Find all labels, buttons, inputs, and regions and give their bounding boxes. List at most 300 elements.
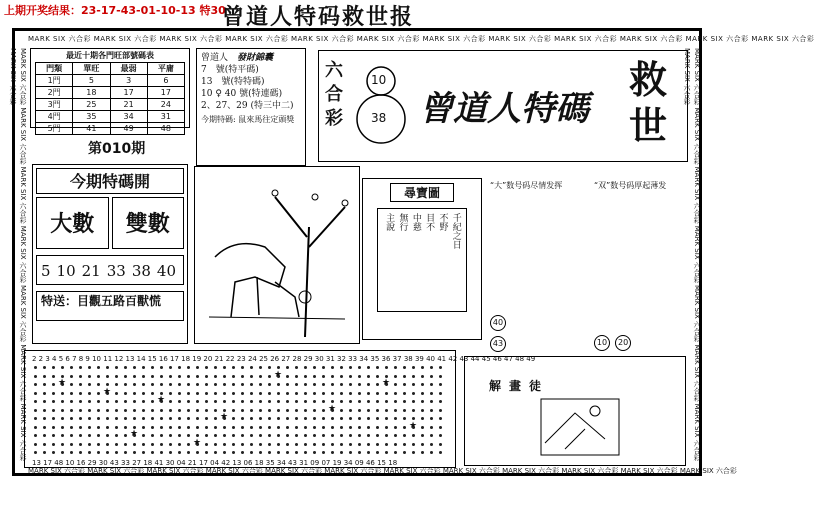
solve-box [464, 356, 686, 466]
grid-dot [259, 383, 262, 386]
grid-dot [61, 417, 64, 420]
grid-dot [286, 366, 289, 369]
grid-dot [187, 400, 190, 403]
grid-dot [394, 392, 397, 395]
grid-dot [277, 400, 280, 403]
grid-bottom-numbers: 13 17 48 10 16 29 30 43 33 27 18 41 30 04 21 17 04 42 13 06 18 35 34 43 31 09 07 19 34 09 46 15 18 [32, 459, 398, 467]
zodiac-cell: 48 [147, 123, 184, 135]
grid-dot [439, 375, 442, 378]
grid-dot [142, 392, 145, 395]
grid-dot [430, 375, 433, 378]
grid-dot [259, 400, 262, 403]
big-circle: 43 [490, 336, 506, 352]
grid-dot [403, 451, 406, 454]
grid-dot [133, 383, 136, 386]
grid-dot [214, 392, 217, 395]
grid-dot [52, 409, 55, 412]
zodiac-cell: 25 [73, 99, 110, 111]
grid-dot [367, 366, 370, 369]
grid-dot [367, 426, 370, 429]
grid-dot [115, 443, 118, 446]
grid-dot [241, 383, 244, 386]
poem-line: 主說 [384, 213, 395, 231]
grid-dot [223, 426, 226, 429]
grid-top-numbers: 2 2 3 4 5 6 7 8 9 10 11 12 13 14 15 16 17 18 19 20 21 22 23 24 25 26 27 28 29 30 31 32 33 34 35 36 37 38 39 40 41 42 43 44 45 46 47 48 49 [32, 355, 536, 363]
grid-dot [358, 451, 361, 454]
grid-dot [70, 426, 73, 429]
zodiac-cell: 6 [147, 75, 184, 87]
grid-dot [61, 443, 64, 446]
grid-dot [268, 409, 271, 412]
grid-dot [358, 409, 361, 412]
double-number-column [594, 180, 688, 350]
grid-dot [97, 392, 100, 395]
grid-dot [133, 417, 136, 420]
grid-dot [214, 400, 217, 403]
last-result: 上期开奖结果：23-17-43-01-10-13 特30 [4, 4, 226, 17]
grid-dot [412, 434, 415, 437]
grid-dot [421, 400, 424, 403]
grid-dot [322, 426, 325, 429]
grid-dot [439, 409, 442, 412]
grid-dot [232, 451, 235, 454]
grid-dot [187, 383, 190, 386]
grid-dot [349, 383, 352, 386]
grid-dot [34, 392, 37, 395]
grid-dot [196, 417, 199, 420]
poem-line: 無行 [397, 213, 408, 231]
grid-dot [223, 443, 226, 446]
grid-dot [313, 409, 316, 412]
zodiac-cell: 4門 [36, 111, 73, 123]
grid-dot [340, 451, 343, 454]
grid-dot [214, 426, 217, 429]
grid-dot [70, 375, 73, 378]
grid-dot [439, 426, 442, 429]
grid-dot [196, 366, 199, 369]
grid-dot [223, 366, 226, 369]
grid-dot [223, 400, 226, 403]
grid-dot [34, 426, 37, 429]
grid-dot [322, 434, 325, 437]
grid-dot [196, 400, 199, 403]
grid-dot [277, 434, 280, 437]
grid-dot [304, 426, 307, 429]
horse-tree-illustration [195, 167, 357, 341]
grid-dot [214, 451, 217, 454]
grid-dot [187, 417, 190, 420]
grid-dot [151, 426, 154, 429]
grid-dot [214, 375, 217, 378]
grid-dot [295, 366, 298, 369]
grid-dot [61, 400, 64, 403]
grid-dot [97, 451, 100, 454]
grid-dot [169, 443, 172, 446]
grid-dot [385, 443, 388, 446]
grid-dot [97, 434, 100, 437]
grid-dot [340, 426, 343, 429]
poem-line: 中慈 [410, 213, 421, 231]
grid-dot [232, 366, 235, 369]
grid-dot [169, 417, 172, 420]
grid-dot [205, 400, 208, 403]
grid-dot [340, 417, 343, 420]
grid-dot [97, 443, 100, 446]
tips-special: 今期特碼: 鼠來馬往定頭獎 [201, 115, 295, 124]
grid-dot [358, 426, 361, 429]
grid-dot [34, 434, 37, 437]
grid-dot [79, 366, 82, 369]
grid-dot [376, 375, 379, 378]
grid-dot [376, 366, 379, 369]
grid-dot [160, 451, 163, 454]
grid-dot [358, 443, 361, 446]
grid-dot [367, 400, 370, 403]
grid-dot [403, 417, 406, 420]
grid-dot [322, 375, 325, 378]
grid-dot [160, 443, 163, 446]
grid-dot [385, 451, 388, 454]
grid-dot [268, 443, 271, 446]
grid-dot [88, 400, 91, 403]
tips-line-1: 7 號(特平碼) [201, 65, 259, 75]
grid-dot [214, 409, 217, 412]
grid-dot [34, 451, 37, 454]
grid-dot [241, 451, 244, 454]
grid-dot [331, 375, 334, 378]
grid-dot [178, 426, 181, 429]
grid-dot [61, 366, 64, 369]
grid-dot [412, 375, 415, 378]
grid-dot [322, 400, 325, 403]
grid-dot [331, 400, 334, 403]
grid-dot [205, 366, 208, 369]
tips-line-4: 2、27、29 (特三中二) [201, 101, 294, 111]
grid-dot [151, 400, 154, 403]
grid-dot [349, 400, 352, 403]
grid-dot [187, 366, 190, 369]
grid-dot [70, 400, 73, 403]
grid-dot [259, 392, 262, 395]
grid-dot [97, 383, 100, 386]
tips-author: 曾道人 [201, 53, 229, 63]
grid-dot [241, 400, 244, 403]
grid-dot [88, 426, 91, 429]
grid-dot [304, 409, 307, 412]
grid-dot [421, 392, 424, 395]
grid-dot [115, 392, 118, 395]
grid-dot [385, 392, 388, 395]
grid-dot [376, 443, 379, 446]
grid-dot [61, 392, 64, 395]
grid-dot [286, 400, 289, 403]
grid-dot [394, 366, 397, 369]
grid-dot [421, 451, 424, 454]
grid-dot [241, 392, 244, 395]
grid-dot [394, 409, 397, 412]
special-send: 特送：目觀五路百獸慌 [36, 291, 184, 321]
grid-dot [331, 383, 334, 386]
grid-dot [52, 366, 55, 369]
grid-dot [124, 451, 127, 454]
grid-dot [403, 400, 406, 403]
grid-dot [214, 366, 217, 369]
zodiac-row [36, 87, 185, 99]
grid-dot [34, 443, 37, 446]
grid-dot [34, 400, 37, 403]
grid-dot [331, 426, 334, 429]
grid-dot [133, 409, 136, 412]
special-number: 40 [156, 262, 177, 280]
grid-dot [403, 409, 406, 412]
grid-dot [106, 451, 109, 454]
grid-dot [358, 366, 361, 369]
grid-dot [277, 443, 280, 446]
grid-dot [313, 443, 316, 446]
grid-dot [205, 434, 208, 437]
grid-dot [331, 451, 334, 454]
grid-dot [250, 434, 253, 437]
grid-dot [232, 426, 235, 429]
grid-dot [403, 434, 406, 437]
grid-dot [322, 392, 325, 395]
grid-dot [376, 392, 379, 395]
grid-dot [250, 451, 253, 454]
grid-dot [295, 426, 298, 429]
grid-dot [439, 443, 442, 446]
grid-dot [286, 409, 289, 412]
grid-dot [196, 451, 199, 454]
grid-dot [439, 366, 442, 369]
grid-dot [268, 426, 271, 429]
grid-dot [277, 417, 280, 420]
grid-dot [376, 409, 379, 412]
grid-dot [205, 375, 208, 378]
grid-dot [340, 375, 343, 378]
grid-dot [385, 400, 388, 403]
grid-dot [385, 409, 388, 412]
grid-dot [142, 383, 145, 386]
grid-dot [151, 375, 154, 378]
grid-dot [286, 434, 289, 437]
grid-dot [268, 400, 271, 403]
grid-dot [178, 417, 181, 420]
grid-dot [223, 451, 226, 454]
grid-dot [268, 417, 271, 420]
grid-dot [421, 375, 424, 378]
grid-dot [124, 375, 127, 378]
grid-star-icon: ★ [409, 420, 418, 431]
grid-dot [88, 451, 91, 454]
grid-dot [349, 434, 352, 437]
grid-dot [421, 434, 424, 437]
grid-dot [223, 392, 226, 395]
grid-dot [304, 383, 307, 386]
zodiac-cell: 17 [110, 87, 147, 99]
grid-dot [376, 383, 379, 386]
grid-dot [349, 426, 352, 429]
grid-dot [70, 366, 73, 369]
strip-top: MARK SIX 六合彩 MARK SIX 六合彩 MARK SIX 六合彩 MARK SIX 六合彩 MARK SIX 六合彩 MARK SIX 六合彩 MARK SIX 六合彩 MARK SIX 六合彩 MARK SIX 六合彩 MARK SIX 六合彩 MARK SIX 六合彩 MARK SIX 六合彩 [28, 35, 814, 43]
grid-dot [241, 443, 244, 446]
grid-dot [313, 434, 316, 437]
grid-dot [187, 409, 190, 412]
grid-dot [241, 409, 244, 412]
grid-dot [286, 392, 289, 395]
grid-dot [295, 434, 298, 437]
tips-line-2: 13 號(特特碼) [201, 77, 265, 87]
grid-dot [196, 434, 199, 437]
grid-dot [169, 451, 172, 454]
solve-illustration [535, 393, 625, 461]
grid-dot [106, 409, 109, 412]
grid-dot [268, 375, 271, 378]
grid-dot [358, 434, 361, 437]
grid-dot [79, 400, 82, 403]
grid-dot [223, 375, 226, 378]
grid-dot [250, 392, 253, 395]
grid-dot [439, 417, 442, 420]
zodiac-row [36, 75, 185, 87]
grid-dot [358, 392, 361, 395]
grid-dot [268, 392, 271, 395]
grid-dot [88, 409, 91, 412]
zodiac-cell: 2門 [36, 87, 73, 99]
zodiac-cell: 3門 [36, 99, 73, 111]
big-number-title: “大”数号码尽情发挥 [490, 181, 563, 190]
grid-dot [43, 417, 46, 420]
grid-dot [88, 434, 91, 437]
grid-dot [34, 366, 37, 369]
grid-dot [106, 426, 109, 429]
grid-dot [124, 426, 127, 429]
grid-dot [115, 426, 118, 429]
grid-dot [106, 383, 109, 386]
grid-dot [367, 443, 370, 446]
grid-dot [124, 392, 127, 395]
poem-line: 目不 [424, 213, 435, 231]
grid-dot [106, 417, 109, 420]
grid-dot [286, 451, 289, 454]
grid-dot [295, 383, 298, 386]
grid-dot [178, 451, 181, 454]
grid-dot [133, 443, 136, 446]
grid-dot [205, 383, 208, 386]
main-title: 曾道人特码救世报 [222, 4, 415, 30]
grid-dot [133, 400, 136, 403]
grid-dot [142, 434, 145, 437]
zodiac-cell: 18 [73, 87, 110, 99]
grid-dot [133, 375, 136, 378]
zodiac-header: 單旺 [73, 63, 110, 75]
grid-dot [259, 451, 262, 454]
grid-dot [367, 434, 370, 437]
grid-dot [268, 434, 271, 437]
grid-dot [403, 383, 406, 386]
double-circle: 20 [615, 335, 631, 351]
grid-dot [88, 392, 91, 395]
grid-dot [430, 409, 433, 412]
grid-dot [340, 366, 343, 369]
special-number: 38 [131, 262, 151, 280]
grid-dot [115, 434, 118, 437]
grid-dot [178, 400, 181, 403]
grid-dot [124, 383, 127, 386]
grid-dot [322, 383, 325, 386]
grid-dot [142, 417, 145, 420]
grid-dot [187, 451, 190, 454]
grid-dot [322, 417, 325, 420]
grid-dot [259, 375, 262, 378]
grid-dot [61, 434, 64, 437]
grid-dot [70, 392, 73, 395]
grid-dot [322, 366, 325, 369]
grid-dot [232, 392, 235, 395]
grid-dot [115, 417, 118, 420]
grid-dot [223, 434, 226, 437]
grid-dot [412, 409, 415, 412]
grid-dot [331, 366, 334, 369]
grid-dot [34, 383, 37, 386]
grid-dot [106, 434, 109, 437]
grid-dot [232, 434, 235, 437]
zodiac-cell: 1門 [36, 75, 73, 87]
grid-dot [313, 383, 316, 386]
zodiac-cell: 31 [147, 111, 184, 123]
grid-dot [286, 426, 289, 429]
grid-dot [367, 375, 370, 378]
grid-dot [259, 409, 262, 412]
grid-dot [394, 375, 397, 378]
grid-dot [304, 375, 307, 378]
zodiac-title: 最近十期各門旺部號碼表 [66, 51, 154, 60]
grid-dot [142, 375, 145, 378]
grid-dot [232, 417, 235, 420]
grid-dot [286, 443, 289, 446]
zodiac-cell: 3 [110, 75, 147, 87]
grid-dot [43, 400, 46, 403]
grid-dot [142, 400, 145, 403]
grid-dot [97, 375, 100, 378]
grid-star-icon: ★ [193, 437, 202, 448]
grid-dot [205, 409, 208, 412]
grid-dot [412, 451, 415, 454]
grid-dot [277, 366, 280, 369]
grid-dot [160, 375, 163, 378]
tips-heading: 發財錦囊 [237, 53, 274, 63]
grid-dot [394, 451, 397, 454]
grid-dot [349, 392, 352, 395]
grid-dot [331, 417, 334, 420]
grid-dot [97, 400, 100, 403]
grid-dot [304, 417, 307, 420]
grid-dot [43, 392, 46, 395]
grid-dot [43, 443, 46, 446]
grid-dot [151, 383, 154, 386]
grid-dot [430, 426, 433, 429]
grid-dot [124, 409, 127, 412]
grid-dot [385, 434, 388, 437]
banner-title: 曾道人特碼 [419, 89, 589, 129]
grid-dot [376, 426, 379, 429]
grid-dot [241, 434, 244, 437]
grid-dot [295, 409, 298, 412]
grid-dot [394, 383, 397, 386]
grid-dot [349, 443, 352, 446]
grid-dot [151, 443, 154, 446]
grid-dot [187, 392, 190, 395]
grid-dot [124, 434, 127, 437]
